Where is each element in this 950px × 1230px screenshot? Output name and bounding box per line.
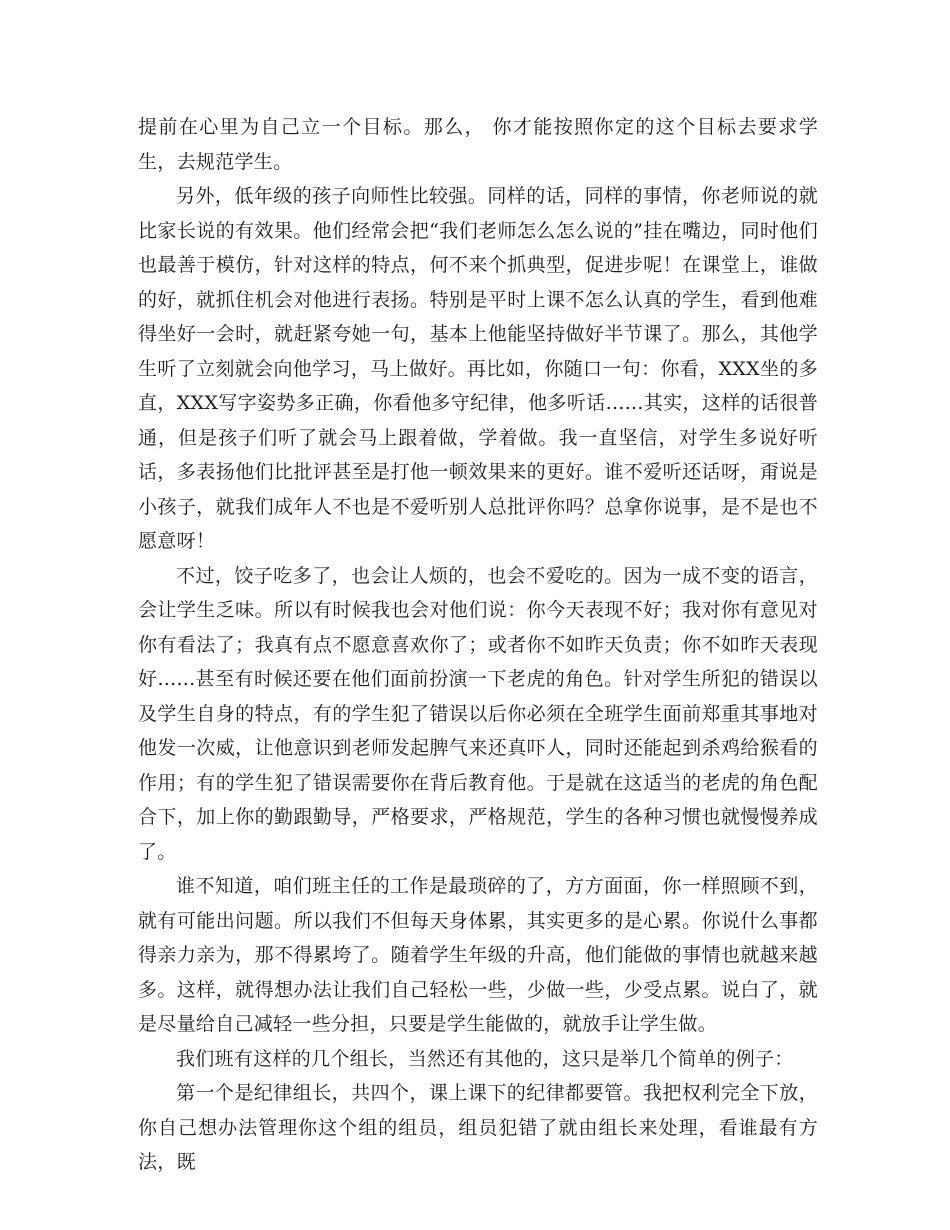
paragraph-3: 不过，饺子吃多了，也会让人烦的，也会不爱吃的。因为一成不变的语言，会让学生乏味。所以有时候我也会对他们说：你今天表现不好；我对你有意见对你有看法了；我真有点不愿意喜欢你了；或者你不如昨天负责；你不如昨天表现好......甚至有时候还要在他们面前扮演一下老虎的角色。针对学生所犯的错误以及学生自身的特点，有的学生犯了错误以后你必须在全班学生面前郑重其事地对他发一次威，让他意识到老师发起脾气来还真吓人，同时还能起到杀鸡给猴看的作用；有的学生犯了错误需要你在背后教育他。于是就在这适当的老虎的角色配合下，加上你的勤跟勤导，严格要求，严格规范，学生的各种习惯也就慢慢养成了。 [138,564,818,863]
paragraph-4: 谁不知道，咱们班主任的工作是最琐碎的了，方方面面，你一样照顾不到，就有可能出问题。所以我们不但每天身体累，其实更多的是心累。你说什么事都得亲力亲为，那不得累垮了。随着学生年级的升高，他们能做的事情也就越来越多。这样，就得想办法让我们自己轻松一些，少做一些，少受点累。说白了，就是尽量给自己减轻一些分担，只要是学生能做的，就放手让学生做。 [138,875,818,1035]
paragraph-2: 另外，低年级的孩子向师性比较强。同样的话，同样的事情，你老师说的就比家长说的有效果。他们经常会把“我们老师怎么怎么说的”挂在嘴边，同时他们也最善于模仿，针对这样的特点，何不来个抓典型，促进步呢！在课堂上，谁做的好，就抓住机会对他进行表扬。特别是平时上课不怎么认真的学生，看到他难得坐好一会时，就赶紧夸她一句，基本上他能坚持做好半节课了。那么，其他学生听了立刻就会向他学习，马上做好。再比如，你随口一句：你看，XXX坐的多直，XXX写字姿势多正确，你看他多守纪律，他多听话......其实，这样的话很普通，但是孩子们听了就会马上跟着做，学着做。我一直坚信，对学生多说好听话，多表扬他们比批评甚至是打他一顿效果来的更好。谁不爱听还话呀，甭说是小孩子，就我们成年人不也是不爱听别人总批评你吗？总拿你说事，是不是也不愿意呀！ [138,185,818,552]
paragraph-5: 我们班有这样的几个组长，当然还有其他的，这只是举几个简单的例子： [176,1047,794,1070]
paragraph-6: 第一个是纪律组长，共四个，课上课下的纪律都要管。我把权利完全下放，你自己想办法管理你这个组的组员，组员犯错了就由组长来处理，看谁最有方法，既 [138,1082,818,1173]
paragraph-1: 提前在心里为自己立一个目标。那么， 你才能按照你定的这个目标去要求学生，去规范学生。 [138,116,818,173]
document-body [138,110,818,1180]
